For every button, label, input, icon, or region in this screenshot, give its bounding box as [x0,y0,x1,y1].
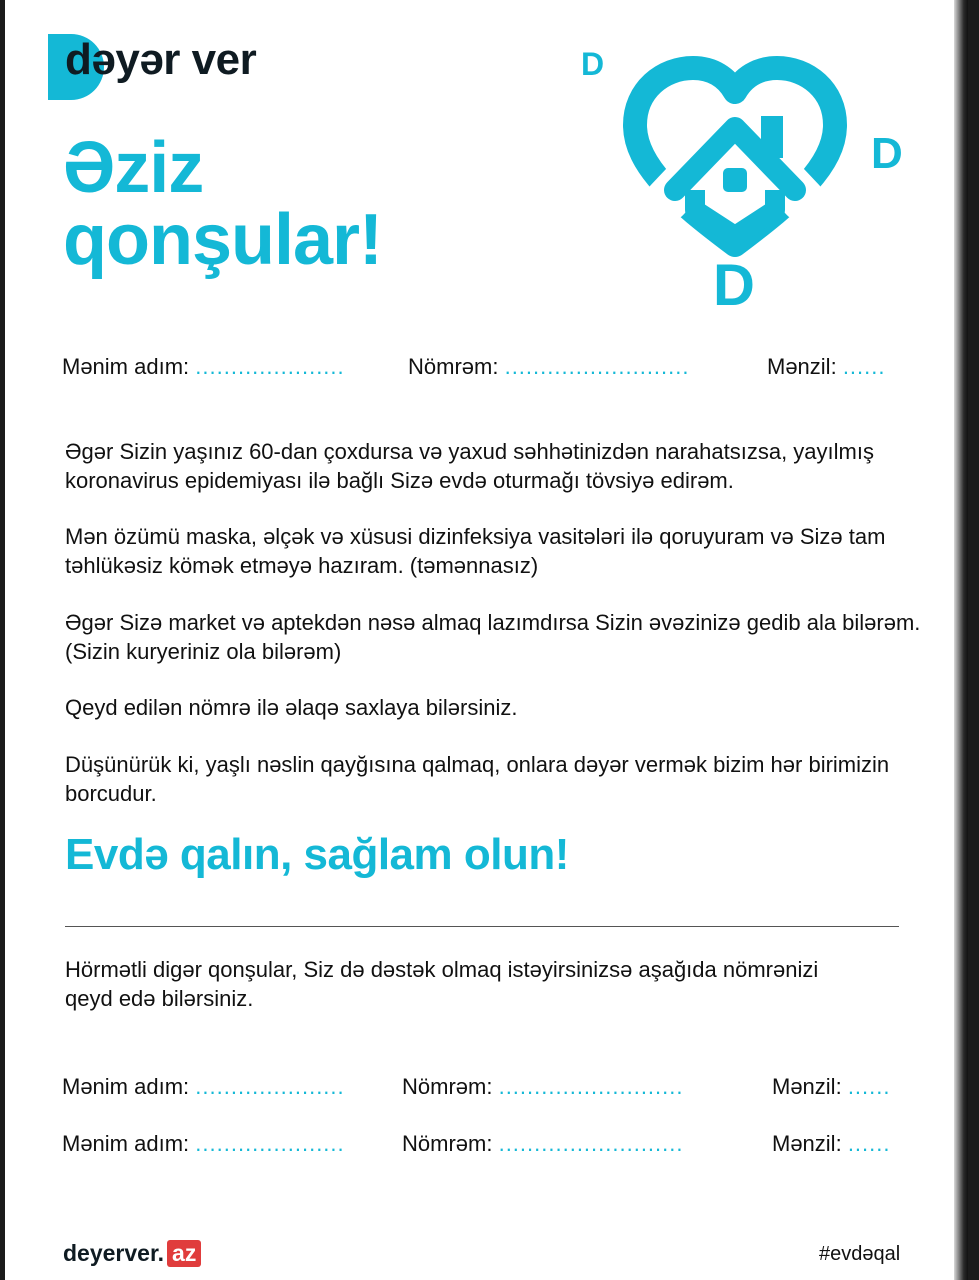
number-field[interactable] [402,1131,684,1157]
number-blank: .......................... [498,1131,684,1156]
page-headline [63,128,383,280]
brand-logo-text: dəyər ver [65,35,257,84]
footer-site-name: deyerver. [63,1240,165,1266]
contact-row-2 [62,1074,902,1104]
flat-field[interactable] [772,1131,891,1157]
number-label: Nömrəm: [402,1131,493,1156]
paragraph-4: Qeyd edilən nömrə ilə əlaqə saxlaya bilərsiniz. [65,695,518,720]
flat-label: Mənzil: [767,354,837,379]
headline-line-2: qonşular! [63,200,383,280]
name-blank: ..................... [195,1131,345,1156]
flat-label: Mənzil: [772,1131,842,1156]
d-letter-small: D [581,46,605,82]
flat-blank: ...... [847,1074,891,1099]
contact-row-1 [62,354,902,384]
number-field[interactable] [402,1074,684,1100]
page-edge [954,0,968,1280]
name-field[interactable] [62,1131,345,1157]
headline-line-1: Əziz [63,128,204,208]
paragraph-2: Mən özümü maska, əlçək və xüsusi dizinfeksiya vasitələri ilə qoruyuram və Sizə tam təhlükəsiz kömək etməyə hazıram. (təmənnasız) [65,524,886,578]
flat-label: Mənzil: [772,1074,842,1099]
paragraph-3: Əgər Sizə market və aptekdən nəsə almaq lazımdırsa Sizin əvəzinizə gedib ala bilərəm. (Sizin kuryeriniz ola bilərəm) [65,610,921,664]
divider [65,926,899,927]
name-blank: ..................... [195,354,345,379]
flat-blank: ...... [847,1131,891,1156]
paragraph-5: Düşünürük ki, yaşlı nəslin qayğısına qalmaq, onlara dəyər vermək bizim hər birimizin borcudur. [65,752,890,806]
footer-hashtag: #evdəqal [819,1243,901,1265]
d-letter-right: D [871,129,903,178]
name-field[interactable] [62,354,345,380]
contact-row-3 [62,1131,902,1161]
number-blank: .......................... [498,1074,684,1099]
d-letter-bottom: D [713,253,755,315]
number-label: Nömrəm: [408,354,499,379]
flat-field[interactable] [772,1074,891,1100]
number-label: Nömrəm: [402,1074,493,1099]
name-blank: ..................... [195,1074,345,1099]
invite-text: Hörmətli digər qonşular, Siz də dəstək olmaq istəyirsinizsə aşağıda nömrənizi qeyd edə bilərsiniz. [65,957,819,1011]
name-label: Mənim adım: [62,1074,190,1099]
number-field[interactable] [408,354,690,380]
footer-site-tld-badge: az [167,1240,201,1267]
heart-house-icon [575,40,925,315]
name-label: Mənim adım: [62,1131,190,1156]
flyer-page [5,0,968,1280]
paragraph-1: Əgər Sizin yaşınız 60-dan çoxdursa və yaxud səhhətinizdən narahatsızsa, yayılmış koronavirus epidemiyası ilə bağlı Sizə evdə oturmağı tövsiyə edirəm. [65,439,874,493]
footer-website[interactable] [63,1240,201,1267]
flat-blank: ...... [842,354,886,379]
slogan: Evdə qalın, sağlam olun! [65,830,569,879]
name-label: Mənim adım: [62,354,190,379]
name-field[interactable] [62,1074,345,1100]
flat-field[interactable] [767,354,886,380]
number-blank: .......................... [504,354,690,379]
